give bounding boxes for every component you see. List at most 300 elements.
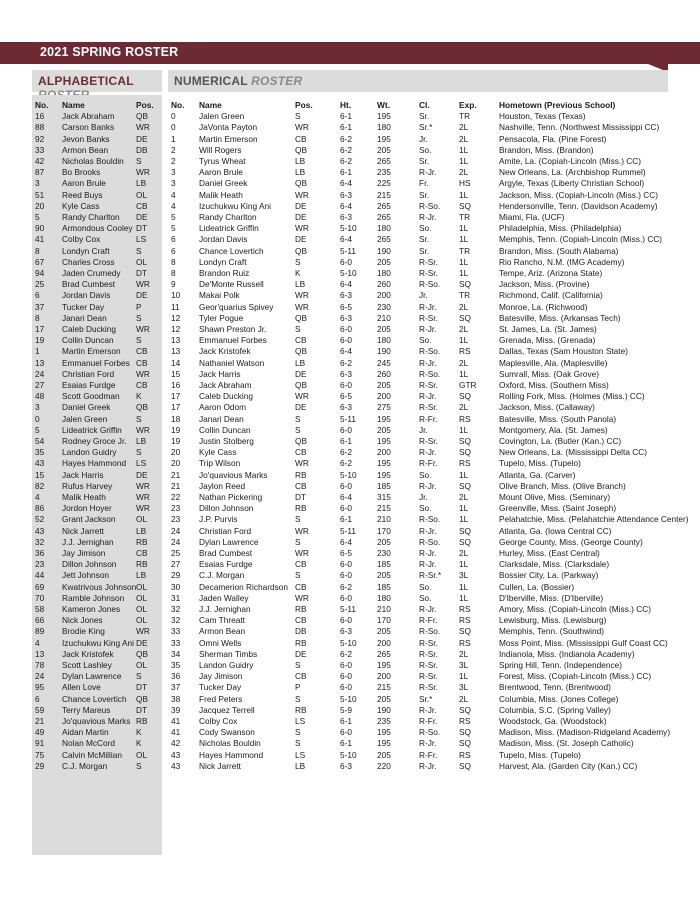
num-wt-cell: 195 [377,469,391,480]
alpha-pos-cell: S [136,760,142,771]
num-name-cell: Caleb Ducking [199,391,253,402]
num-name-cell: Nick Jarrett [199,760,241,771]
num-home-cell: Rolling Fork, Miss. (Holmes (Miss.) CC) [499,391,645,402]
num-wt-cell: 195 [377,111,391,122]
num-home-cell: Madison, Miss. (St. Joseph Catholic) [499,738,634,749]
num-cl-cell: R-Jr. [419,301,437,312]
num-pos-cell: QB [295,178,307,189]
alpha-pos-cell: S [136,245,142,256]
num-exp-cell: 2L [459,122,469,133]
num-exp-cell: SQ [459,200,471,211]
num-home-header: Hometown (Previous School) [499,100,616,110]
num-ht-cell: 5-10 [340,223,357,234]
alpha-no-cell: 23 [35,559,45,570]
num-cl-cell: R-Jr. [419,559,437,570]
alpha-name-cell: Nick Jones [62,615,103,626]
num-pos-cell: RB [295,637,307,648]
num-wt-cell: 195 [377,458,391,469]
num-exp-cell: TR [459,212,471,222]
alpha-name-cell: Jay Jimison [62,548,106,558]
alpha-no-cell: 5 [35,212,40,222]
num-wt-cell: 205 [377,256,391,267]
alpha-name-cell: Hayes Hammond [62,458,127,469]
num-pos-cell: LB [295,760,306,771]
alpha-name-cell: Martin Emerson [62,346,121,357]
num-cl-cell: R-Sr. [419,256,438,267]
num-name-cell: Jordan Davis [199,234,248,245]
num-exp-cell: 2L [459,301,469,312]
num-pos-cell: CB [295,335,307,346]
num-exp-cell: 2L [459,133,469,144]
num-home-cell: Bossier City, La. (Parkway) [499,570,599,581]
num-wt-cell: 265 [377,156,391,166]
alpha-name-cell: Chance Lovertich [62,693,127,704]
num-cl-cell: So. [419,335,432,346]
alpha-name-cell: Reed Buys [62,189,103,200]
num-ht-cell: 6-0 [340,503,352,514]
num-home-cell: Batesville, Miss. (Arkansas Tech) [499,312,621,323]
num-home-cell: Woodstock, Ga. (Woodstock) [499,716,607,726]
num-pos-cell: WR [295,122,309,133]
alpha-no-cell: 3 [35,178,40,189]
num-cl-cell: Sr. [419,156,430,166]
alpha-name-cell: Kyle Cass [62,200,100,211]
alpha-pos-cell: S [136,312,142,323]
num-pos-cell: RB [295,503,307,514]
num-home-cell: Covington, La. (Butler (Kan.) CC) [499,436,622,446]
num-wt-cell: 205 [377,749,391,760]
num-name-cell: Jaylon Reed [199,480,246,491]
num-home-cell: Houston, Texas (Texas) [499,111,586,122]
num-wt-cell: 190 [377,346,391,357]
num-no-cell: 35 [171,660,181,670]
num-cl-cell: R-Jr. [419,548,437,558]
num-ht-cell: 5-11 [340,245,356,256]
num-exp-cell: RS [459,615,471,626]
num-pos-cell: S [295,324,301,334]
num-exp-cell: 2L [459,548,469,558]
num-pos-cell: WR [295,391,309,402]
alpha-no-cell: 87 [35,167,45,178]
num-pos-cell: WR [295,223,309,234]
num-cl-cell: R-So. [419,536,441,547]
alpha-name-cell: Scott Lashley [62,660,112,670]
num-pos-cell: DE [295,212,307,222]
alpha-name-cell: Jordan Davis [62,290,111,301]
alpha-no-cell: 67 [35,256,45,267]
alpha-name-cell: J.J. Jernighan [62,536,114,547]
num-home-cell: Rio Rancho, N.M. (IMG Academy) [499,256,625,267]
alpha-pos-cell: DT [136,682,148,693]
alpha-pos-cell: DT [136,223,148,234]
num-exp-cell: 1L [459,144,469,155]
alpha-no-cell: 13 [35,357,45,368]
num-no-cell: 8 [171,268,176,278]
num-pos-cell: WR [295,458,309,469]
alpha-name-cell: Tucker Day [62,301,105,312]
num-pos-cell: S [295,727,301,738]
alpha-no-cell: 5 [35,424,40,435]
num-wt-cell: 205 [377,570,391,581]
alpha-no-cell: 89 [35,626,45,637]
num-wt-cell: 230 [377,548,391,558]
num-no-cell: 3 [171,178,176,189]
num-ht-cell: 6-5 [340,301,352,312]
num-ht-cell: 6-2 [340,648,352,659]
num-ht-cell: 6-0 [340,570,352,581]
num-exp-cell: RS [459,346,471,357]
num-no-cell: 16 [171,380,181,390]
num-no-cell: 27 [171,559,181,570]
alpha-no-cell: 35 [35,447,45,458]
num-name-cell: Justin Stolberg [199,436,254,446]
num-ht-cell: 6-0 [340,660,352,670]
num-name-cell: Omni Wells [199,637,242,648]
num-home-cell: Clarksdale, Miss. (Clarksdale) [499,559,610,570]
num-home-cell: Greenville, Miss. (Saint Joseph) [499,503,617,514]
alpha-no-cell: 90 [35,223,45,234]
num-wt-cell: 275 [377,402,391,413]
num-no-cell: 23 [171,503,181,514]
num-pos-cell: S [295,413,301,424]
num-cl-cell: Sr.* [419,693,433,704]
alpha-pos-cell: LB [136,178,147,189]
num-name-cell: Janari Dean [199,413,244,424]
num-home-cell: Forest, Miss. (Copiah-Lincoln (Miss.) CC) [499,671,652,682]
num-wt-cell: 205 [377,536,391,547]
alpha-name-cell: Janari Dean [62,312,107,323]
alpha-no-cell: 66 [35,615,45,626]
alpha-name-cell: Scott Goodman [62,391,120,402]
alpha-name-cell: Caleb Ducking [62,324,116,334]
num-home-cell: Columbia, S.C. (Spring Valley) [499,704,611,715]
num-exp-cell: SQ [459,525,471,536]
num-pos-cell: CB [295,133,307,144]
num-no-cell: 11 [171,301,180,312]
num-ht-cell: 5-10 [340,693,357,704]
num-cl-cell: Jr. [419,424,428,435]
num-pos-cell: S [295,570,301,581]
num-wt-cell: 195 [377,436,391,446]
alpha-pos-cell: DT [136,704,148,715]
num-ht-cell: 5-11 [340,604,356,614]
alpha-name-cell: Kameron Jones [62,604,121,614]
num-name-cell: J.J. Jernighan [199,604,251,614]
num-exp-cell: 1L [459,156,469,166]
num-ht-cell: 6-3 [340,312,352,323]
num-exp-cell: RS [459,413,471,424]
num-pos-cell: LB [295,167,306,178]
num-wt-cell: 210 [377,604,391,614]
num-name-header: Name [199,100,222,110]
num-pos-cell: LS [295,716,306,726]
num-exp-cell: RS [459,749,471,760]
alpha-name-cell: Calvin McMillian [62,749,122,760]
num-home-cell: Jackson, Miss. (Provine) [499,279,590,290]
alpha-pos-cell: WR [136,503,150,514]
alpha-name-cell: Armon Bean [62,144,109,155]
num-no-cell: 41 [171,716,181,726]
num-ht-cell: 6-1 [340,514,352,525]
alpha-name-cell: Carson Banks [62,122,115,133]
num-exp-cell: 3L [459,660,469,670]
num-ht-cell: 6-0 [340,335,352,346]
num-name-cell: Izuchukwu King Ani [199,200,271,211]
num-no-cell: 12 [171,324,181,334]
num-ht-cell: 6-1 [340,716,352,726]
num-exp-cell: 1L [459,268,469,278]
alpha-no-cell: 36 [35,548,45,558]
num-no-cell: 5 [171,223,176,234]
num-pos-cell: QB [295,380,307,390]
alpha-pos-cell: OL [136,514,148,525]
num-cl-cell: Fr. [419,178,429,189]
num-cl-cell: R-Fr. [419,615,438,626]
alpha-name-cell: Emmanuel Forbes [62,357,130,368]
num-home-cell: Indianola, Miss. (Indianola Academy) [499,648,635,659]
num-home-cell: Amory, Miss. (Copiah-Lincoln (Miss.) CC) [499,604,651,614]
num-pos-cell: QB [295,312,307,323]
num-home-cell: Montgomery, Ala. (St. James) [499,424,608,435]
num-pos-cell: K [295,268,301,278]
num-exp-cell: SQ [459,447,471,458]
num-no-cell: 20 [171,447,181,458]
num-no-cell: 6 [171,234,176,245]
num-no-cell: 14 [171,357,181,368]
alpha-pos-cell: WR [136,279,150,290]
alpha-no-cell: 54 [35,436,45,446]
num-exp-cell: 2L [459,167,469,178]
num-name-cell: Nathan Pickering [199,492,263,502]
num-no-cell: 33 [171,637,181,648]
num-pos-cell: P [295,682,301,693]
alpha-no-cell: 52 [35,514,45,525]
alpha-name-cell: Lideatrick Griffin [62,424,122,435]
num-pos-cell: RB [295,469,307,480]
num-cl-cell: Sr. [419,245,430,256]
num-wt-cell: 225 [377,178,391,189]
alpha-pos-cell: OL [136,615,148,626]
num-no-cell: 2 [171,144,176,155]
alpha-no-cell: 3 [35,402,40,413]
num-exp-cell: RS [459,637,471,648]
num-ht-cell: 6-3 [340,212,352,222]
num-wt-cell: 190 [377,704,391,715]
num-cl-cell: So. [419,592,432,603]
alpha-pos-cell: RB [136,559,148,570]
num-ht-cell: 6-1 [340,122,352,133]
num-no-cell: 20 [171,458,181,469]
alpha-no-cell: 91 [35,738,45,749]
num-ht-cell: 6-0 [340,256,352,267]
alpha-pos-cell: WR [136,167,150,178]
alpha-pos-cell: S [136,335,142,346]
num-pos-header: Pos. [295,100,313,110]
num-exp-cell: SQ [459,760,471,771]
alpha-no-cell: 42 [35,156,45,166]
num-exp-cell: 3L [459,682,469,693]
num-cl-cell: R-Sr. [419,312,438,323]
num-ht-cell: 6-4 [340,536,352,547]
num-pos-cell: WR [295,592,309,603]
num-exp-cell: TR [459,290,471,301]
alpha-name-cell: Londyn Craft [62,245,110,256]
alpha-pos-cell: DE [136,637,148,648]
num-home-cell: Amite, La. (Copiah-Lincoln (Miss.) CC) [499,156,642,166]
alpha-no-cell: 33 [35,144,45,155]
num-exp-cell: 1L [459,671,469,682]
num-no-cell: 4 [171,189,176,200]
num-home-cell: Brentwood, Tenn. (Brentwood) [499,682,611,693]
num-no-cell: 41 [171,727,181,738]
num-wt-cell: 170 [377,615,391,626]
num-exp-cell: 2L [459,492,469,502]
num-no-cell: 38 [171,693,181,704]
num-pos-cell: S [295,111,301,122]
num-ht-cell: 5-10 [340,637,357,648]
num-no-cell: 12 [171,312,181,323]
num-home-cell: Brandon, Miss. (Brandon) [499,144,594,155]
alpha-name-cell: Jaden Crumedy [62,268,121,278]
alpha-pos-cell: OL [136,604,148,614]
numerical-roster-heading [168,70,668,92]
num-ht-cell: 5-10 [340,268,357,278]
num-cl-cell: Jr. [419,492,428,502]
num-pos-cell: WR [295,525,309,536]
num-wt-cell: 205 [377,626,391,637]
alpha-no-cell: 43 [35,458,45,469]
alpha-pos-cell: K [136,727,142,738]
num-pos-cell: CB [295,615,307,626]
num-home-cell: Richmond, Calif. (California) [499,290,603,301]
num-wt-cell: 230 [377,301,391,312]
num-wt-cell: 195 [377,660,391,670]
num-home-cell: Memphis, Tenn. (Southwind) [499,626,604,637]
num-ht-cell: 6-5 [340,548,352,558]
num-pos-cell: WR [295,189,309,200]
alpha-pos-cell: S [136,156,142,166]
num-cl-cell: R-Jr. [419,738,437,749]
alpha-pos-cell: S [136,671,142,682]
num-name-cell: Brad Cumbest [199,548,253,558]
alpha-no-cell: 0 [35,413,40,424]
num-name-cell: Dillon Johnson [199,503,254,514]
num-no-header: No. [171,100,185,110]
alphabetical-roster-table [32,95,162,855]
num-no-cell: 42 [171,738,181,749]
alpha-name-cell: Jack Abraham [62,111,115,122]
alpha-no-cell: 37 [35,301,45,312]
num-home-cell: Jackson, Miss. (Copiah-Lincoln (Miss.) CC) [499,189,659,200]
num-no-cell: 0 [171,122,176,133]
num-home-cell: Harvest, Ala. (Garden City (Kan.) CC) [499,760,638,771]
alpha-name-cell: Esaias Furdge [62,380,116,390]
num-cl-cell: Sr. [419,234,430,245]
num-ht-cell: 6-0 [340,324,352,334]
num-cl-cell: R-Jr. [419,357,437,368]
num-home-cell: Sumrall, Miss. (Oak Grove) [499,368,600,379]
alpha-no-cell: 21 [35,716,45,726]
alpha-no-cell: 6 [35,290,40,301]
num-ht-cell: 6-2 [340,133,352,144]
alpha-no-cell: 16 [35,111,45,122]
num-home-cell: Memphis, Tenn. (Copiah-Lincoln (Miss.) CC) [499,234,663,245]
num-cl-cell: R-Sr. [419,268,438,278]
num-no-cell: 31 [171,592,181,603]
alpha-name-cell: Jevon Banks [62,133,110,144]
alpha-name-cell: Nolan McCord [62,738,116,749]
num-name-cell: J.P. Purvis [199,514,238,525]
alpha-pos-cell: DE [136,469,148,480]
num-exp-cell: 2L [459,693,469,704]
num-ht-cell: 6-0 [340,592,352,603]
num-ht-cell: 6-1 [340,738,352,749]
num-exp-cell: 1L [459,514,469,525]
num-ht-cell: 6-3 [340,290,352,301]
alpha-name-cell: Jordon Hoyer [62,503,112,514]
num-pos-cell: S [295,256,301,267]
alpha-name-cell: Dillon Johnson [62,559,117,570]
num-name-cell: Will Rogers [199,144,242,155]
num-name-cell: Brandon Ruiz [199,268,250,278]
num-no-cell: 19 [171,436,181,446]
num-home-cell: Cullen, La. (Bossier) [499,581,575,592]
alpha-name-cell: Nick Jarrett [62,525,104,536]
alpha-pos-cell: QB [136,111,148,122]
num-home-cell: Grenada, Miss. (Grenada) [499,335,596,346]
num-home-cell: Philadelphia, Miss. (Philadelphia) [499,223,622,234]
num-ht-cell: 5-11 [340,525,356,536]
num-pos-cell: S [295,660,301,670]
num-ht-cell: 6-1 [340,436,352,446]
num-exp-cell: 1L [459,592,469,603]
num-name-cell: Jacquez Terrell [199,704,255,715]
num-cl-cell: R-Jr. [419,447,437,458]
num-wt-cell: 260 [377,368,391,379]
num-wt-cell: 210 [377,514,391,525]
num-pos-cell: WR [295,301,309,312]
alpha-no-cell: 92 [35,133,45,144]
alpha-name-cell: Malik Heath [62,492,106,502]
num-exp-cell: 2L [459,324,469,334]
alpha-name-cell: Jack Harris [62,469,104,480]
num-no-cell: 17 [171,402,181,413]
num-exp-cell: SQ [459,436,471,446]
num-pos-cell: CB [295,671,307,682]
alpha-name-cell: Brad Cumbest [62,279,116,290]
num-exp-cell: RS [459,458,471,469]
num-pos-cell: QB [295,245,307,256]
alpha-name-cell: Dylan Lawrence [62,671,122,682]
num-cl-cell: R-Sr. [419,637,438,648]
num-no-cell: 33 [171,626,181,637]
alpha-no-cell: 51 [35,189,45,200]
num-no-cell: 43 [171,760,181,771]
num-cl-cell: R-Sr. [419,671,438,682]
alpha-name-cell: Kwatrivous Johnson [62,581,137,592]
num-ht-cell: 5-11 [340,413,356,424]
num-name-cell: Trip Wilson [199,458,241,469]
num-no-cell: 15 [171,368,181,379]
num-no-cell: 37 [171,682,181,693]
num-home-cell: Tupelo, Miss. (Tupelo) [499,458,581,469]
num-ht-cell: 6-4 [340,492,352,502]
num-exp-cell: SQ [459,704,471,715]
num-ht-cell: 6-0 [340,727,352,738]
num-cl-header: Cl. [419,100,430,110]
num-ht-cell: 6-3 [340,760,352,771]
num-cl-cell: R-Jr. [419,391,437,402]
